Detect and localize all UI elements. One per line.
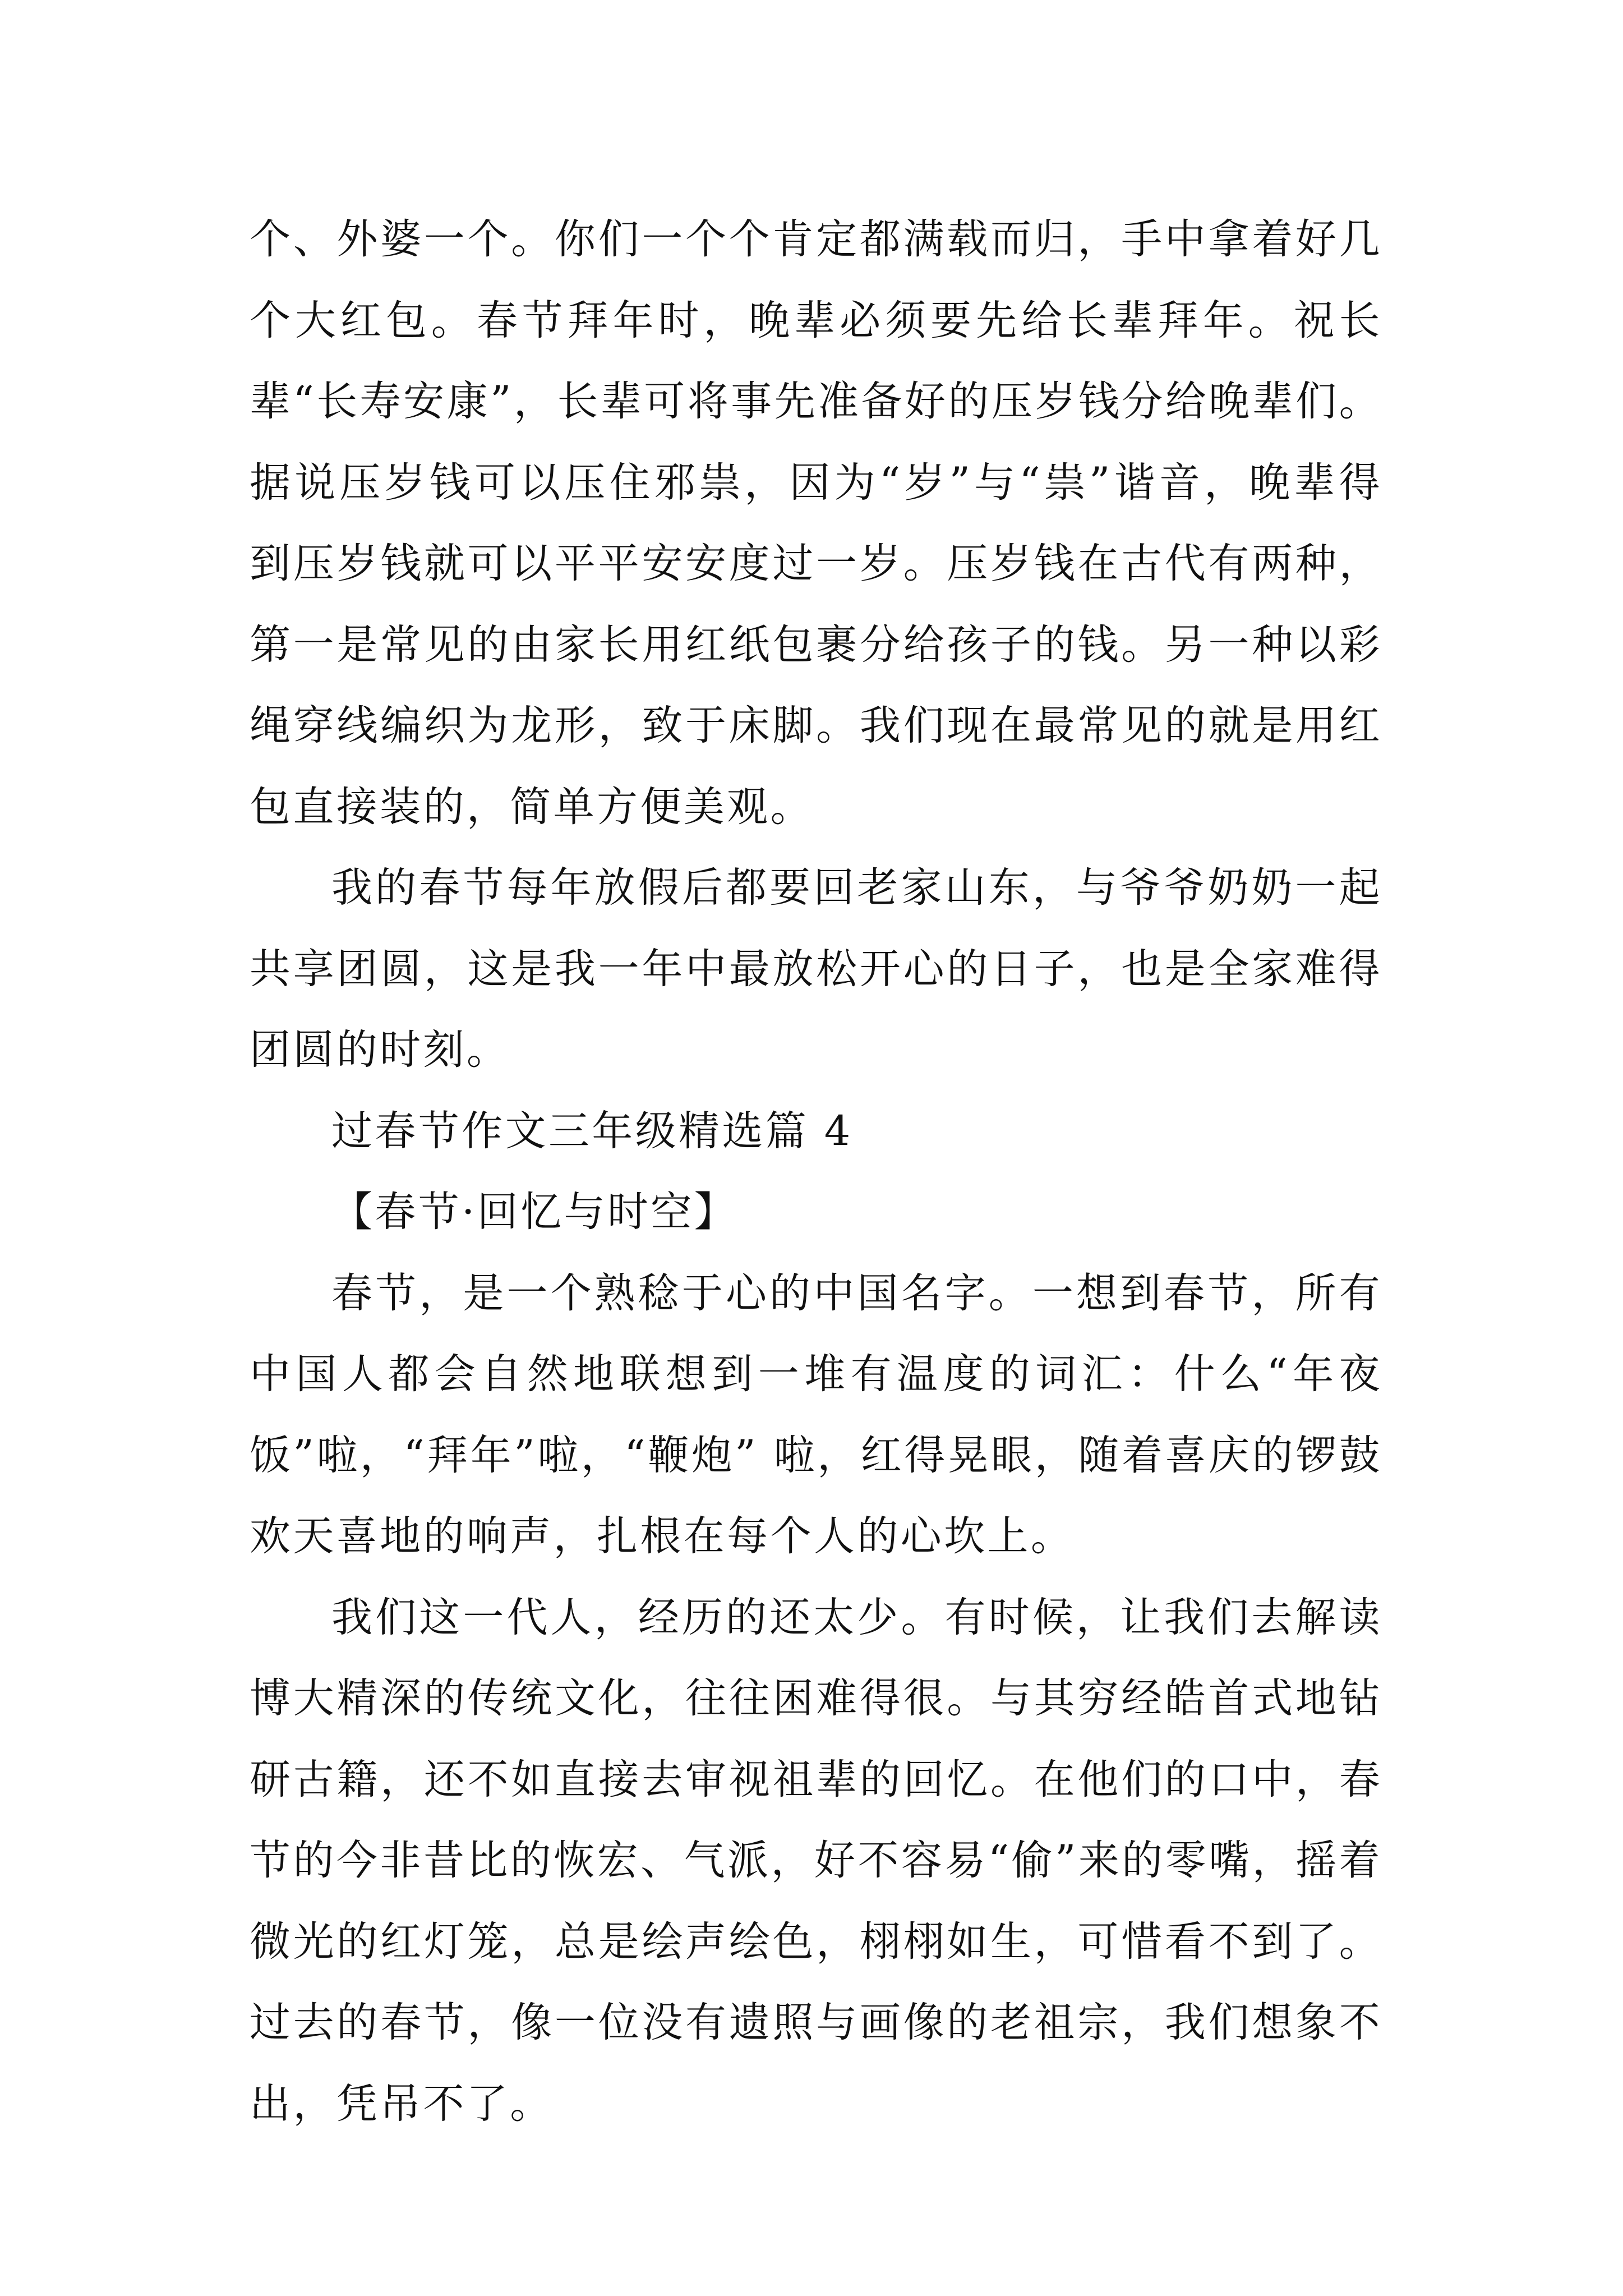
paragraph-memories: 我们这一代人，经历的还太少。有时候，让我们去解读博大精深的传统文化，往往困难得很。与其穷经皓首式地钻研古籍，还不如直接去审视祖辈的回忆。在他们的口中，春节的今非昔比的恢宏、气派，好不容易“偷”来的零嘴，摇着微光的红灯笼，总是绘声绘色，栩栩如生，可惜看不到了。过去的春节，像一位没有遗照与画像的老祖宗，我们想象不出，凭吊不了。 (250, 1593, 1382, 2128)
paragraph-intro: 春节，是一个熟稔于心的中国名字。一想到春节，所有中国人都会自然地联想到一堆有温度的词汇：什么“年夜饭”啦，“拜年”啦，“鞭炮” 啦，红得晃眼，随着喜庆的锣鼓欢天喜地的响声，扎根在每个人的心坎上。 (250, 1269, 1382, 1560)
paragraph-hometown: 我的春节每年放假后都要回老家山东，与爷爷奶奶一起共享团圆，这是我一年中最放松开心的日子，也是全家难得团圆的时刻。 (250, 864, 1382, 1074)
paragraph-continuation: 个、外婆一个。你们一个个肯定都满载而归，手中拿着好几个大红包。春节拜年时，晚辈必须要先给长辈拜年。祝长辈“长寿安康”，长辈可将事先准备好的压岁钱分给晚辈们。据说压岁钱可以压住邪祟，因为“岁”与“祟”谐音，晚辈得到压岁钱就可以平平安安度过一岁。压岁钱在古代有两种，第一是常见的由家长用红纸包裹分给孩子的钱。另一种以彩绳穿线编织为龙形，致于床脚。我们现在最常见的就是用红包直接装的，简单方便美观。 (250, 215, 1382, 831)
section-title: 过春节作文三年级精选篇 4 (331, 1107, 853, 1155)
body-text (250, 199, 1382, 2145)
section-subtitle: 【春节·回忆与时空】 (331, 1188, 738, 1236)
